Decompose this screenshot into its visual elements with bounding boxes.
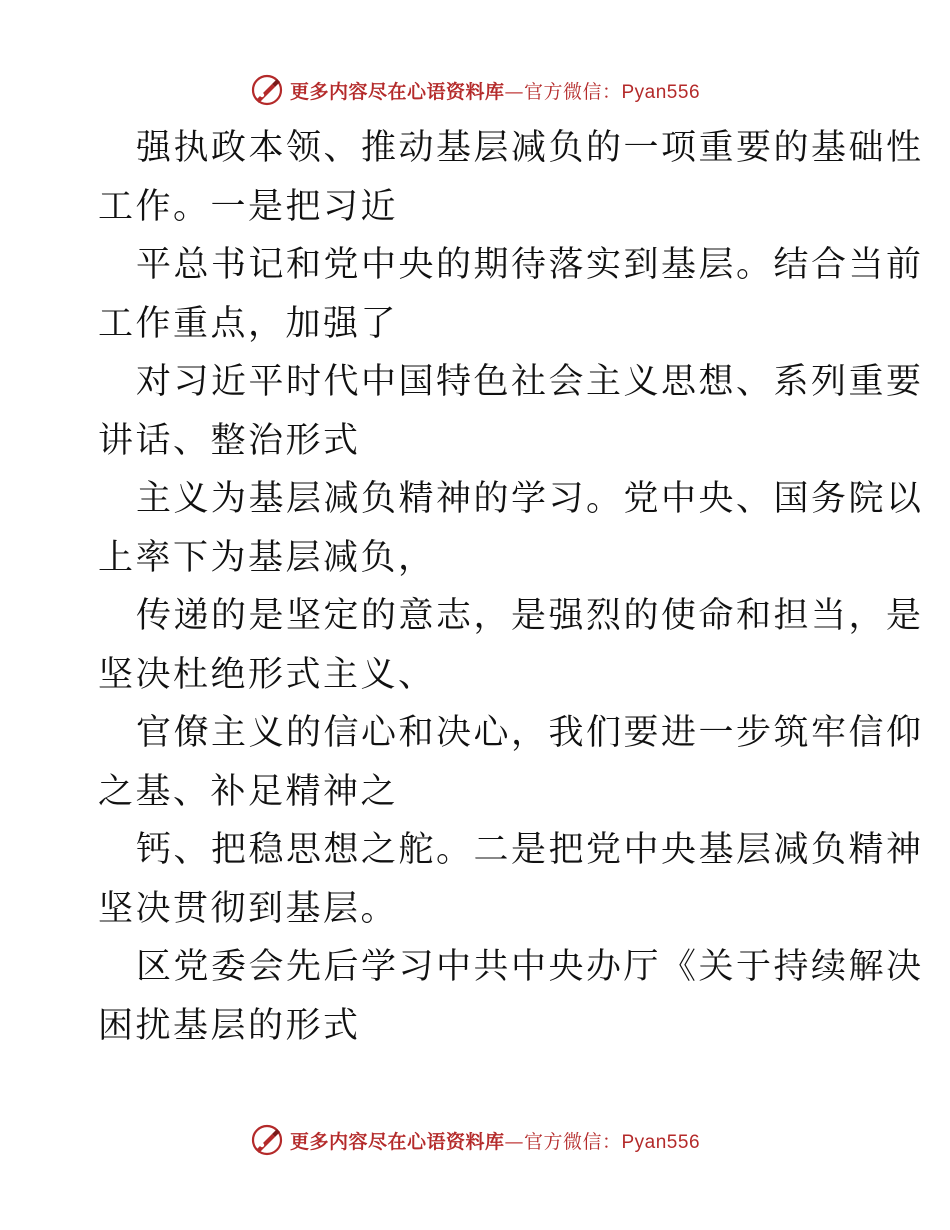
watermark-id: Pyan556 — [621, 1131, 701, 1153]
watermark-main: 更多内容尽在心语资料库 — [289, 80, 505, 103]
text-line: 困扰基层的形式 — [98, 1005, 361, 1046]
watermark-id: Pyan556 — [621, 81, 701, 103]
text-line: 讲话、整治形式 — [98, 420, 361, 461]
watermark-main: 更多内容尽在心语资料库 — [289, 1130, 505, 1153]
text-line: 官僚主义的信心和决心，我们要进一步筑牢信仰 — [136, 713, 924, 753]
text-line: 钙、把稳思想之舵。二是把党中央基层减负精神 — [136, 830, 924, 870]
text-line: 坚决杜绝形式主义、 — [98, 654, 436, 695]
header-watermark — [0, 70, 950, 110]
watermark-text — [290, 1127, 700, 1154]
text-line: 工作重点，加强了 — [98, 303, 399, 344]
pen-logo-icon — [250, 1123, 284, 1157]
watermark-suffix: 官方微信： — [523, 1130, 622, 1153]
text-line: 主义为基层减负精神的学习。党中央、国务院以 — [136, 479, 924, 519]
text-line: 上率下为基层减负， — [98, 537, 436, 578]
pen-logo-icon — [250, 73, 284, 107]
text-line: 区党委会先后学习中共中央办厅《关于持续解决 — [136, 947, 924, 987]
watermark-separator: — — [504, 1130, 524, 1153]
document-body — [98, 119, 924, 1055]
footer-watermark — [0, 1120, 950, 1160]
text-line: 强执政本领、推动基层减负的一项重要的基础性 — [136, 128, 924, 168]
watermark-suffix: 官方微信： — [523, 80, 622, 103]
text-line: 工作。一是把习近 — [98, 186, 399, 227]
text-line: 之基、补足精神之 — [98, 771, 399, 812]
text-line: 坚决贯彻到基层。 — [98, 888, 399, 929]
watermark-text — [290, 77, 700, 104]
text-line: 对习近平时代中国特色社会主义思想、系列重要 — [136, 362, 924, 402]
text-line: 传递的是坚定的意志，是强烈的使命和担当，是 — [136, 596, 924, 636]
watermark-separator: — — [504, 80, 524, 103]
text-line: 平总书记和党中央的期待落实到基层。结合当前 — [136, 245, 924, 285]
